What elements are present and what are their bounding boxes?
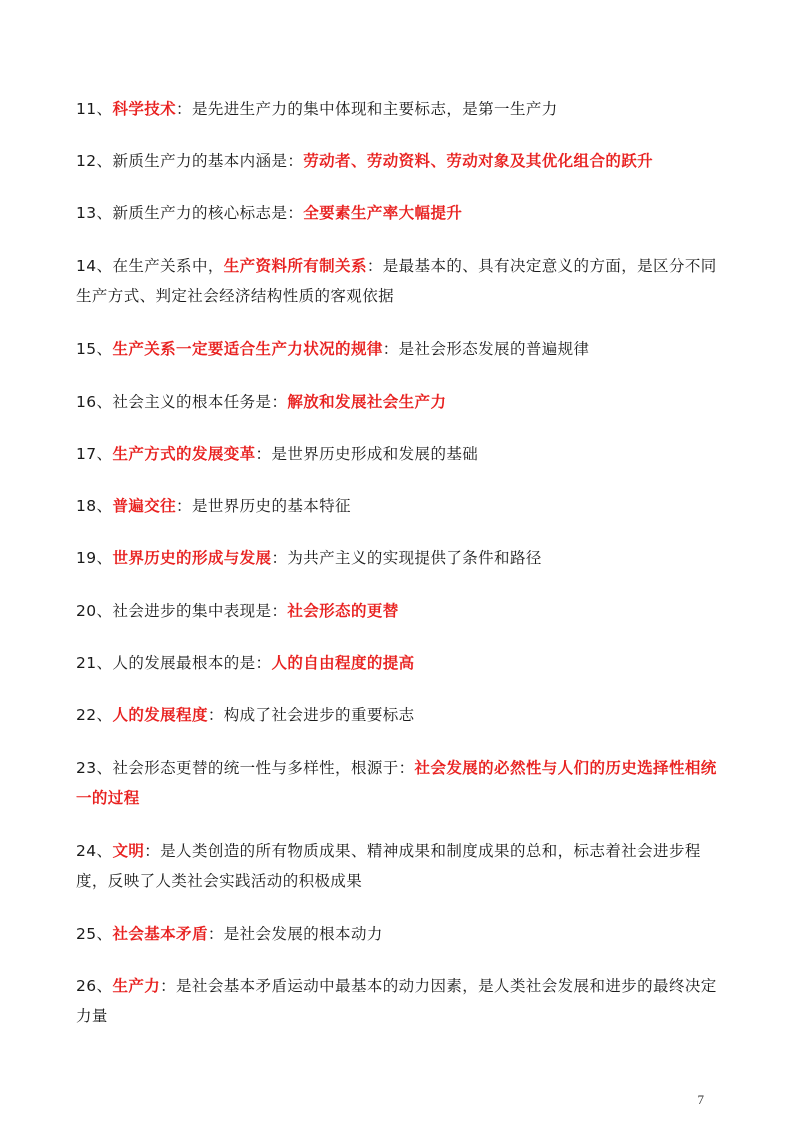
- item-number: 19、: [76, 549, 113, 567]
- item-text: 在生产关系中，: [112, 257, 224, 275]
- highlighted-term: 文明: [112, 842, 145, 860]
- list-item: [76, 919, 724, 949]
- item-text: ：是先进生产力的集中体现和主要标志，是第一生产力: [176, 100, 558, 118]
- highlighted-term: 生产方式的发展变革: [112, 445, 256, 463]
- item-text: ：是世界历史形成和发展的基础: [255, 445, 479, 463]
- list-item: [76, 146, 724, 176]
- item-text: 社会进步的集中表现是：: [112, 602, 288, 620]
- highlighted-term: 社会形态的更替: [287, 602, 399, 620]
- page-number: 7: [697, 1092, 704, 1107]
- item-text: ：是人类创造的所有物质成果、精神成果和制度成果的总和，标志着社会进步程度，反映了人类社会实践活动的积极成果: [76, 842, 701, 890]
- list-item: [76, 971, 724, 1031]
- list-item: [76, 491, 724, 521]
- list-item: [76, 94, 724, 124]
- list-item: [76, 648, 724, 678]
- item-number: 21、: [76, 654, 113, 672]
- item-number: 14、: [76, 257, 113, 275]
- list-item: [76, 836, 724, 896]
- item-number: 15、: [76, 340, 113, 358]
- item-text: 新质生产力的基本内涵是：: [112, 152, 304, 170]
- item-text: ：是社会发展的根本动力: [207, 925, 383, 943]
- highlighted-term: 社会基本矛盾: [112, 925, 208, 943]
- item-text: ：为共产主义的实现提供了条件和路径: [271, 549, 542, 567]
- item-text: ：构成了社会进步的重要标志: [207, 706, 415, 724]
- item-number: 17、: [76, 445, 113, 463]
- item-text: 人的发展最根本的是：: [112, 654, 272, 672]
- item-number: 11、: [76, 100, 113, 118]
- highlighted-term: 全要素生产率大幅提升: [303, 204, 463, 222]
- highlighted-term: 世界历史的形成与发展: [112, 549, 272, 567]
- list-item: [76, 753, 724, 813]
- item-number: 16、: [76, 393, 113, 411]
- item-number: 25、: [76, 925, 113, 943]
- list-item: [76, 334, 724, 364]
- highlighted-term: 普遍交往: [112, 497, 177, 515]
- list-item: [76, 251, 724, 311]
- list-item: [76, 387, 724, 417]
- item-text: 社会主义的根本任务是：: [112, 393, 288, 411]
- highlighted-term: 生产资料所有制关系: [223, 257, 367, 275]
- list-item: [76, 439, 724, 469]
- item-number: 23、: [76, 759, 113, 777]
- item-text: ：是世界历史的基本特征: [176, 497, 351, 515]
- item-number: 24、: [76, 842, 113, 860]
- list-item: [76, 700, 724, 730]
- highlighted-term: 人的发展程度: [112, 706, 208, 724]
- highlighted-term: 社会发展的必然性与人们的历史选择性相统一的过程: [76, 759, 717, 807]
- item-text: 新质生产力的核心标志是：: [112, 204, 304, 222]
- item-number: 12、: [76, 152, 113, 170]
- item-text: 社会形态更替的统一性与多样性，根源于：: [112, 759, 415, 777]
- highlighted-term: 生产关系一定要适合生产力状况的规律: [112, 340, 383, 358]
- item-number: 18、: [76, 497, 113, 515]
- item-text: ：是社会形态发展的普遍规律: [382, 340, 590, 358]
- item-number: 13、: [76, 204, 113, 222]
- item-text: ：是最基本的、具有决定意义的方面，是区分不同生产方式、判定社会经济结构性质的客观依据: [76, 257, 717, 305]
- list-item: [76, 543, 724, 573]
- item-number: 20、: [76, 602, 113, 620]
- highlighted-term: 解放和发展社会生产力: [287, 393, 447, 411]
- list-item: [76, 596, 724, 626]
- item-text: ：是社会基本矛盾运动中最基本的动力因素，是人类社会发展和进步的最终决定力量: [76, 977, 717, 1025]
- highlighted-term: 科学技术: [112, 100, 177, 118]
- item-number: 22、: [76, 706, 113, 724]
- item-number: 26、: [76, 977, 113, 995]
- highlighted-term: 劳动者、劳动资料、劳动对象及其优化组合的跃升: [303, 152, 654, 170]
- list-item: [76, 198, 724, 228]
- highlighted-term: 生产力: [112, 977, 161, 995]
- highlighted-term: 人的自由程度的提高: [271, 654, 415, 672]
